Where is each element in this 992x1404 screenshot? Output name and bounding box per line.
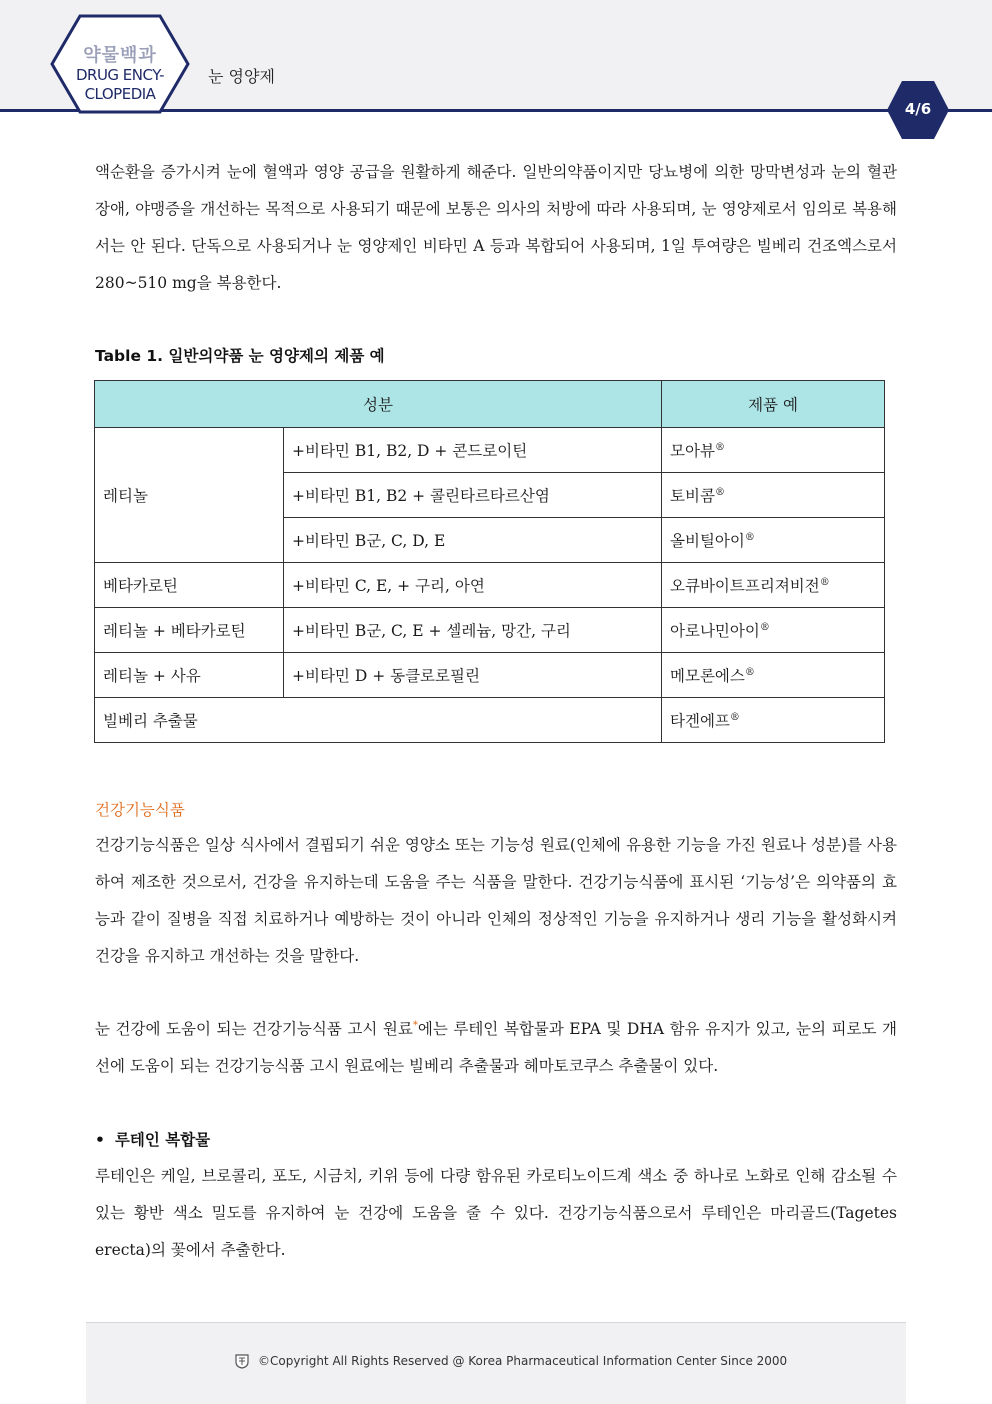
product-name <box>662 518 885 563</box>
table-row <box>95 653 885 698</box>
footer-copyright: ©Copyright All Rights Reserved @ Korea Pharmaceutical Information Center Since 2000 <box>258 1354 788 1368</box>
kpic-emblem-icon <box>234 1353 250 1369</box>
logo-english <box>60 66 180 104</box>
product-label: 아로나민아이 <box>670 622 760 640</box>
additive-ingredient: +비타민 C, E, + 구리, 아연 <box>284 563 662 608</box>
additive-ingredient: +비타민 B1, B2 + 콜린타르타르산염 <box>284 473 662 518</box>
registered-mark: ® <box>729 711 740 723</box>
lutein-heading <box>95 1128 210 1150</box>
logo-english-line1: DRUG ENCY- <box>75 66 165 84</box>
intro-paragraph: 액순환을 증가시켜 눈에 혈액과 영양 공급을 원활하게 해준다. 일반의약품이지만 당뇨병에 의한 망막변성과 눈의 혈관 장애, 야맹증을 개선하는 목적으로 사용되기 때문에 보통은 의사의 처방에 따라 사용되며, 눈 영양제로서 임의로 복용해서는 안 된다. 단독으로 사용되거나 눈 영양제인 비타민 A 등과 복합되어 사용되며, 1일 투여량은 빌베리 건조엑스로서 280~510 mg을 복용한다. <box>95 163 897 292</box>
lutein-heading-text: 루테인 복합물 <box>114 1131 211 1149</box>
product-name <box>662 428 885 473</box>
table-caption: Table 1. 일반의약품 눈 영양제의 제품 예 <box>95 347 385 365</box>
section-heading: 건강기능식품 <box>95 801 185 819</box>
product-label: 모아뷰 <box>670 442 715 460</box>
logo-english-line2: CLOPEDIA <box>84 85 156 103</box>
registered-mark: ® <box>759 621 770 633</box>
additive-ingredient: +비타민 B1, B2, D + 콘드로이틴 <box>284 428 662 473</box>
main-ingredient: 레티놀 + 베타카로틴 <box>95 608 284 653</box>
product-label: 타겐에프 <box>670 712 730 730</box>
registered-mark: ® <box>744 531 755 543</box>
product-name <box>662 608 885 653</box>
paragraph2-before: 눈 건강에 도움이 되는 건강기능식품 고시 원료 <box>95 1020 413 1038</box>
section-paragraph-2 <box>95 1011 897 1085</box>
product-name <box>662 473 885 518</box>
header-product: 제품 예 <box>662 381 885 428</box>
main-ingredient: 빌베리 추출물 <box>95 698 662 743</box>
header-title: 눈 영양제 <box>208 67 275 86</box>
header-ingredient: 성분 <box>95 381 662 428</box>
product-label: 오큐바이트프리져비전 <box>670 577 820 595</box>
registered-mark: ® <box>744 666 755 678</box>
additive-ingredient: +비타민 D + 동클로로필린 <box>284 653 662 698</box>
bullet-icon: • <box>95 1131 105 1149</box>
lutein-paragraph: 루테인은 케일, 브로콜리, 포도, 시금치, 키위 등에 다량 함유된 카로티노이드계 색소 중 하나로 노화로 인해 감소될 수 있는 황반 색소 밀도를 유지하여 눈 건강에 도움을 줄 수 있다. 건강기능식품으로서 루테인은 마리골드(Tagetes erecta)의 꽃에서 추출한다. <box>95 1167 897 1259</box>
table-row <box>95 698 885 743</box>
table-row <box>95 563 885 608</box>
table-row <box>95 428 885 473</box>
product-name <box>662 653 885 698</box>
table-row <box>95 608 885 653</box>
main-ingredient: 레티놀 <box>95 428 284 563</box>
product-label: 올비틸아이 <box>670 532 745 550</box>
table-header-row <box>95 381 885 428</box>
additive-ingredient: +비타민 B군, C, E + 셀레늄, 망간, 구리 <box>284 608 662 653</box>
main-ingredient: 레티놀 + 사유 <box>95 653 284 698</box>
section-paragraph-1: 건강기능식품은 일상 식사에서 결핍되기 쉬운 영양소 또는 기능성 원료(인체에 유용한 기능을 가진 원료나 성분)를 사용하여 제조한 것으로서, 건강을 유지하는데 도움을 주는 식품을 말한다. 건강기능식품에 표시된 ‘기능성’은 의약품의 효능과 같이 질병을 직접 치료하거나 예방하는 것이 아니라 인체의 정상적인 기능을 유지하거나 생리 기능을 활성화시켜 건강을 유지하고 개선하는 것을 말한다. <box>95 836 897 965</box>
product-name <box>662 698 885 743</box>
registered-mark: ® <box>714 486 725 498</box>
product-label: 메모론에스 <box>670 667 745 685</box>
paragraph2-after: 에는 루테인 복합물과 EPA 및 DHA 함유 유지가 있고, 눈의 피로도 개선에 도움이 되는 건강기능식품 고시 원료에는 빌베리 추출물과 헤마토코쿠스 추출물이 있다. <box>95 1020 897 1075</box>
reference-mark: * <box>412 1019 418 1031</box>
page-number: 4/6 <box>904 100 932 118</box>
main-ingredient: 베타카로틴 <box>95 563 284 608</box>
product-label: 토비콤 <box>670 487 715 505</box>
additive-ingredient: +비타민 B군, C, D, E <box>284 518 662 563</box>
product-name <box>662 563 885 608</box>
registered-mark: ® <box>819 576 830 588</box>
product-table <box>94 380 885 743</box>
registered-mark: ® <box>714 441 725 453</box>
logo-korean: 약물백과 <box>83 45 157 66</box>
